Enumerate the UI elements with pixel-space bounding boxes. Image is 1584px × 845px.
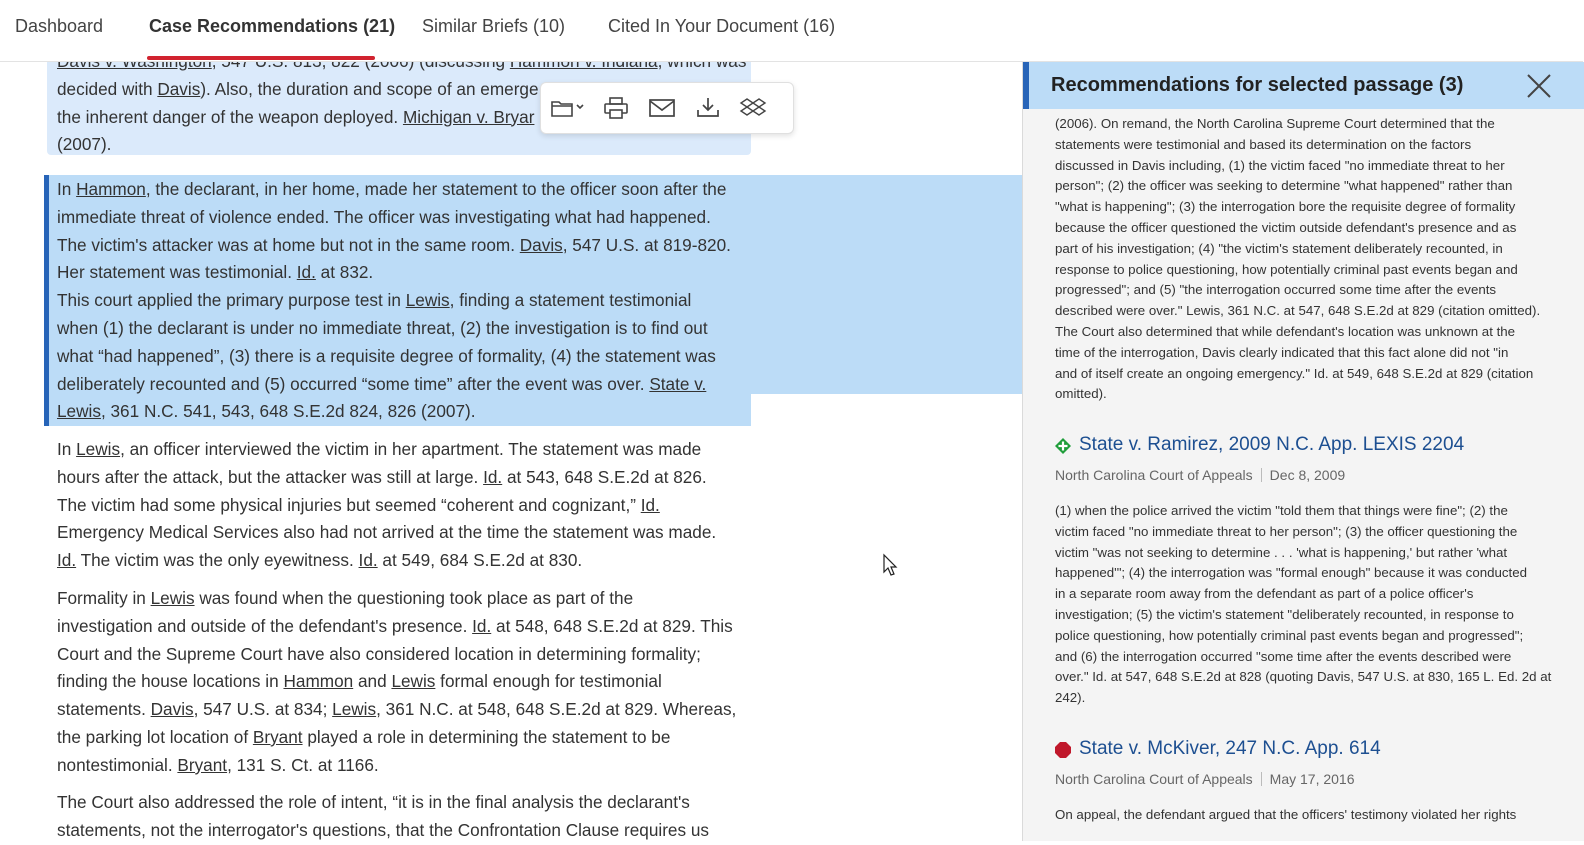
text-line: (2007). <box>57 134 112 155</box>
snippet-line: response to police questioning, how potentially criminal past events began and <box>1055 261 1518 277</box>
dropbox-icon[interactable] <box>739 96 767 120</box>
snippet-line: part of his investigation; (4) "the victim's statement deliberately recounted, in <box>1055 240 1503 256</box>
snippet-line: omitted). <box>1055 386 1107 402</box>
text-line: The Court also addressed the role of intent, “it is in the final analysis the declarant's <box>57 792 690 812</box>
email-icon[interactable] <box>647 96 677 120</box>
download-icon[interactable] <box>694 96 722 120</box>
snippet-line: (1) when the police arrived the victim "told them that things were fine"; (2) the <box>1055 503 1508 518</box>
meta-divider <box>1261 468 1262 482</box>
text-line: This court applied the primary purpose test in Lewis, finding a statement testimonial <box>57 290 692 311</box>
recommendations-panel <box>1022 62 1584 841</box>
snippet-line: 242). <box>1055 690 1086 706</box>
snippet-line: in a separate room away from the defendant as part of a police officer's <box>1055 586 1474 602</box>
snippet-line: victim faced "no immediate threat to her person"; (3) the officer questioning the <box>1055 523 1518 539</box>
snippet-line: victim "was not seeking to determine . . . 'what is happening,' but rather 'what <box>1055 544 1508 560</box>
panel-title: Recommendations for selected passage (3) <box>1051 74 1464 96</box>
case-meta <box>1055 467 1345 483</box>
text-line: Emergency Medical Services also had not arrived at the time the statement was made. <box>57 522 717 543</box>
snippet-line: police questioning, how potentially criminal past events began and progressed"; <box>1055 627 1524 643</box>
snippet-line: progressed"; and (5) "the interrogation occurred some time after the events <box>1055 282 1497 298</box>
negative-treatment-icon <box>1055 742 1071 758</box>
text-line: deliberately recounted and (5) occurred “some time” after the event was over. State v. <box>57 373 707 394</box>
text-line: statements. Davis, 547 U.S. at 834; Lewis, 361 N.C. at 548, 648 S.E.2d at 829. Whereas, <box>57 699 737 720</box>
snippet-line: discussed in Davis including, (1) the victim faced "no immediate threat to her <box>1055 157 1505 173</box>
text-line: decided with Davis). Also, the duration and scope of an emerge <box>57 78 539 99</box>
text-line: Id. The victim was the only eyewitness. Id. at 549, 684 S.E.2d at 830. <box>57 550 583 571</box>
recommendation-snippet <box>1055 114 1540 405</box>
snippet-line: and (6) the interrogation occurred "some time after the events described were <box>1055 648 1512 664</box>
tab-dashboard[interactable]: Dashboard <box>15 16 104 36</box>
text-line: hours after the attack, but the attacker was still at large. Id. at 543, 648 S.E.2d at 826. <box>57 466 707 487</box>
panel-header <box>1023 62 1584 109</box>
text-line: Her statement was testimonial. Id. at 832. <box>57 262 374 283</box>
text-line: the parking lot location of Bryant played a role in determining the statement to be <box>57 726 671 747</box>
snippet-line: described were over." Lewis, 361 N.C. at 547, 648 S.E.2d at 829 (citation omitted). <box>1055 303 1541 319</box>
document-body <box>0 62 1022 841</box>
tab-case-recommendations[interactable]: Case Recommendations (21) <box>149 16 396 36</box>
snippet-line: statements were testimonial and based its determination on the factors <box>1055 136 1472 152</box>
text-line: immediate threat of violence ended. The officer was investigating what had happened. <box>57 206 711 227</box>
text-line: nontestimonial. Bryant, 131 S. Ct. at 1166. <box>57 754 379 775</box>
case-snippet <box>1055 501 1551 709</box>
snippet-line: happened'"; (4) the interrogation was "formal enough" because it was conducted <box>1055 565 1528 581</box>
snippet-line: time of the interrogation, Davis clearly indicated that this fact alone did not "in <box>1055 344 1509 360</box>
text-line: Lewis, 361 N.C. 541, 543, 648 S.E.2d 824, 826 (2007). <box>57 401 476 422</box>
case-title-text: State v. Ramirez, 2009 N.C. App. LEXIS 2204 <box>1079 434 1465 455</box>
text-line: when (1) the declarant is under no immediate threat, (2) the investigation is to find out <box>57 317 708 338</box>
snippet-line: investigation; (5) the victim's statement "deliberately recounted, in response to <box>1055 606 1514 622</box>
paragraph-intent <box>57 789 709 845</box>
case-snippet <box>1055 805 1516 826</box>
paragraph-formality <box>57 585 736 780</box>
snippet-line: over." Id. at 547, 648 S.E.2d at 828 (quoting Davis, 547 U.S. at 830, 165 L. Ed. 2d at <box>1055 669 1552 685</box>
text-line: finding the house locations in Hammon and Lewis formal enough for testimonial <box>57 671 662 692</box>
tab-cited-in-your-document[interactable]: Cited In Your Document (16) <box>608 16 836 36</box>
active-tab-indicator <box>147 56 375 60</box>
snippet-line: person"; (2) the officer was seeking to determine "what happened" rather than <box>1055 178 1513 194</box>
text-line: Court and the Supreme Court have also considered location in determining formality; <box>57 643 701 664</box>
paragraph-hammon[interactable] <box>57 176 731 426</box>
snippet-line: (2006). On remand, the North Carolina Supreme Court determined that the <box>1055 116 1495 131</box>
snippet-line: The Court also determined that while defendant's location was unknown at the <box>1055 323 1516 339</box>
text-line: Formality in Lewis was found when the questioning took place as part of the <box>57 588 634 608</box>
case-title-link[interactable] <box>1055 434 1464 456</box>
case-title-link[interactable] <box>1055 738 1381 760</box>
selection-toolbar <box>540 82 794 134</box>
selected-passage-marker <box>44 175 49 426</box>
case-title-text: State v. McKiver, 247 N.C. App. 614 <box>1079 738 1381 759</box>
mouse-cursor-icon <box>883 554 899 578</box>
text-line: The victim had some physical injuries but seemed “coherent and cognizant,” Id. <box>57 494 660 515</box>
text-line: In Hammon, the declarant, in her home, made her statement to the officer soon after the <box>57 179 727 199</box>
case-court: North Carolina Court of Appeals <box>1055 771 1253 787</box>
snippet-line: "what is happening"; (3) the interrogation bore the requisite degree of formality <box>1055 199 1516 215</box>
text-line: what “had happened”, (3) there is a requisite degree of formality, (4) the statement was <box>57 345 716 366</box>
highlight-edge <box>751 394 1022 426</box>
case-date: Dec 8, 2009 <box>1269 467 1346 483</box>
snippet-line: On appeal, the defendant argued that the officers' testimony violated her rights <box>1055 807 1517 822</box>
paragraph-lewis <box>57 436 716 575</box>
folder-dropdown-icon[interactable] <box>550 96 586 120</box>
case-court: North Carolina Court of Appeals <box>1055 467 1253 483</box>
case-date: May 17, 2016 <box>1269 771 1355 787</box>
text-line: investigation and outside of the defendant's presence. Id. at 548, 648 S.E.2d at 829. This <box>57 615 733 636</box>
meta-divider <box>1261 772 1262 786</box>
print-icon[interactable] <box>602 96 630 120</box>
text-line: the inherent danger of the weapon deployed. Michigan v. Bryar <box>57 106 535 127</box>
text-line: In Lewis, an officer interviewed the victim in her apartment. The statement was made <box>57 439 702 459</box>
text-line: statements, not the interrogator's questions, that the Confrontation Clause requires us <box>57 819 710 840</box>
tab-similar-briefs[interactable]: Similar Briefs (10) <box>422 16 566 36</box>
case-meta <box>1055 771 1355 787</box>
close-icon[interactable] <box>1525 72 1553 100</box>
snippet-line: because the officer questioned the victim outside defendant's presence and as <box>1055 219 1517 235</box>
positive-treatment-icon <box>1055 438 1071 454</box>
top-tab-bar <box>0 0 1583 62</box>
text-line: The victim's attacker was at home but not in the same room. Davis, 547 U.S. at 819-820. <box>57 234 731 255</box>
snippet-line: and of itself create an ongoing emergency." Id. at 549, 648 S.E.2d at 829 (citation <box>1055 365 1534 381</box>
